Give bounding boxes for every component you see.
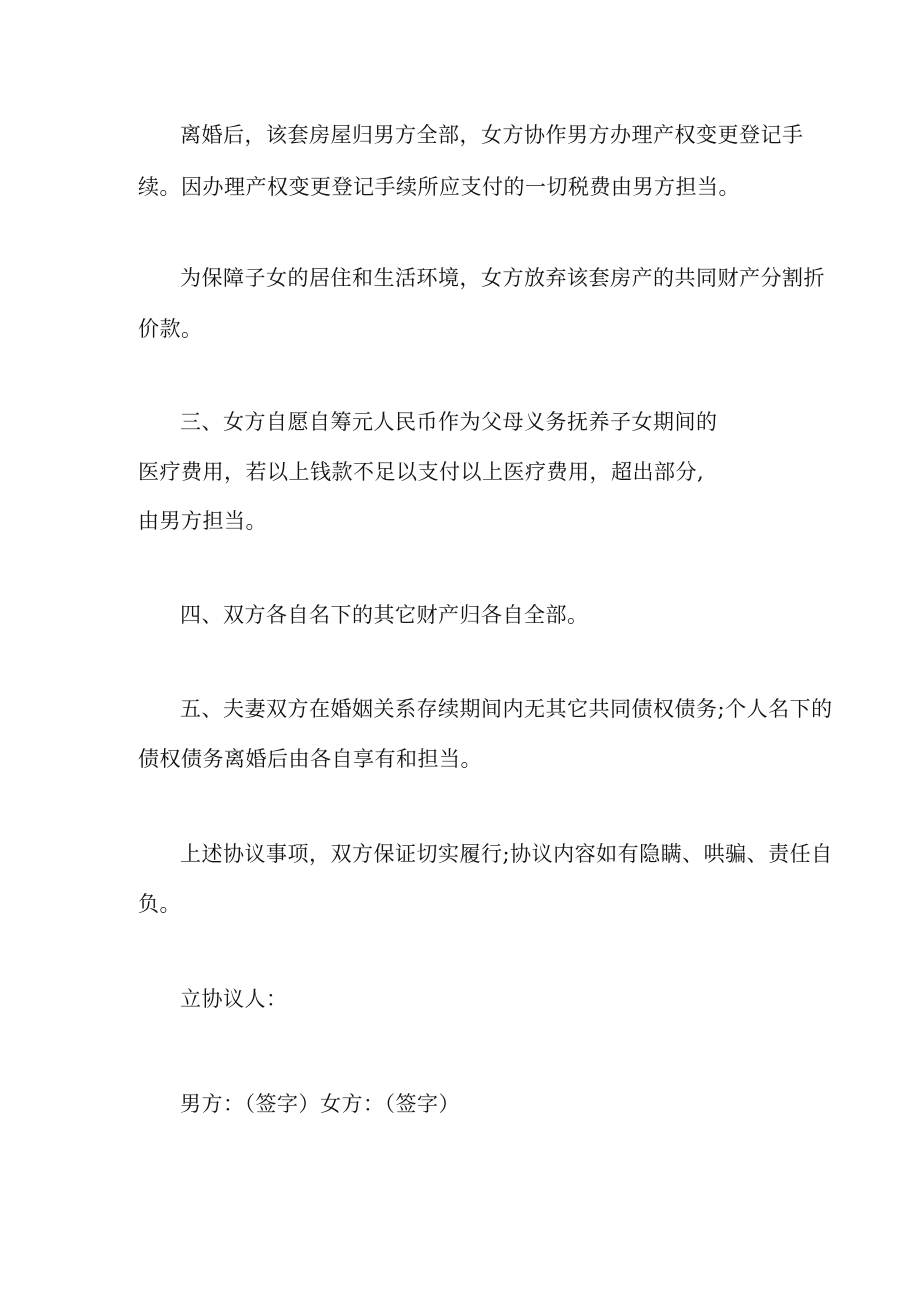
paragraph-line: 四、双方各自名下的其它财产归各自全部。 [180, 603, 589, 627]
paragraph-line: 续。因办理产权变更登记手续所应支付的一切税费由男方担当。 [138, 175, 740, 199]
paragraph-line: 价款。 [138, 317, 203, 341]
paragraph-line: 医疗费用，若以上钱款不足以支付以上医疗费用，超出部分, [138, 460, 705, 484]
paragraph-line: 为保障子女的居住和生活环境，女方放弃该套房产的共同财产分割折 [180, 266, 825, 290]
paragraph-line: 立协议人： [180, 987, 288, 1011]
paragraph-line: 五、夫妻双方在婚姻关系存续期间内无其它共同债权债务;个人名下的 [180, 697, 833, 721]
paragraph-line: 上述协议事项，双方保证切实履行;协议内容如有隐瞒、哄骗、责任自 [180, 842, 833, 866]
paragraph-line: 由男方担当。 [138, 509, 267, 533]
paragraph-line: 离婚后，该套房屋归男方全部，女方协作男方办理产权变更登记手 [180, 123, 804, 147]
paragraph-line: 男方：（签字）女方：（签字） [180, 1092, 460, 1116]
paragraph-line: 三、女方自愿自筹元人民币作为父母义务抚养子女期间的 [180, 410, 718, 434]
paragraph-line: 债权债务离婚后由各自享有和担当。 [138, 747, 482, 771]
paragraph-line: 负。 [138, 892, 181, 916]
